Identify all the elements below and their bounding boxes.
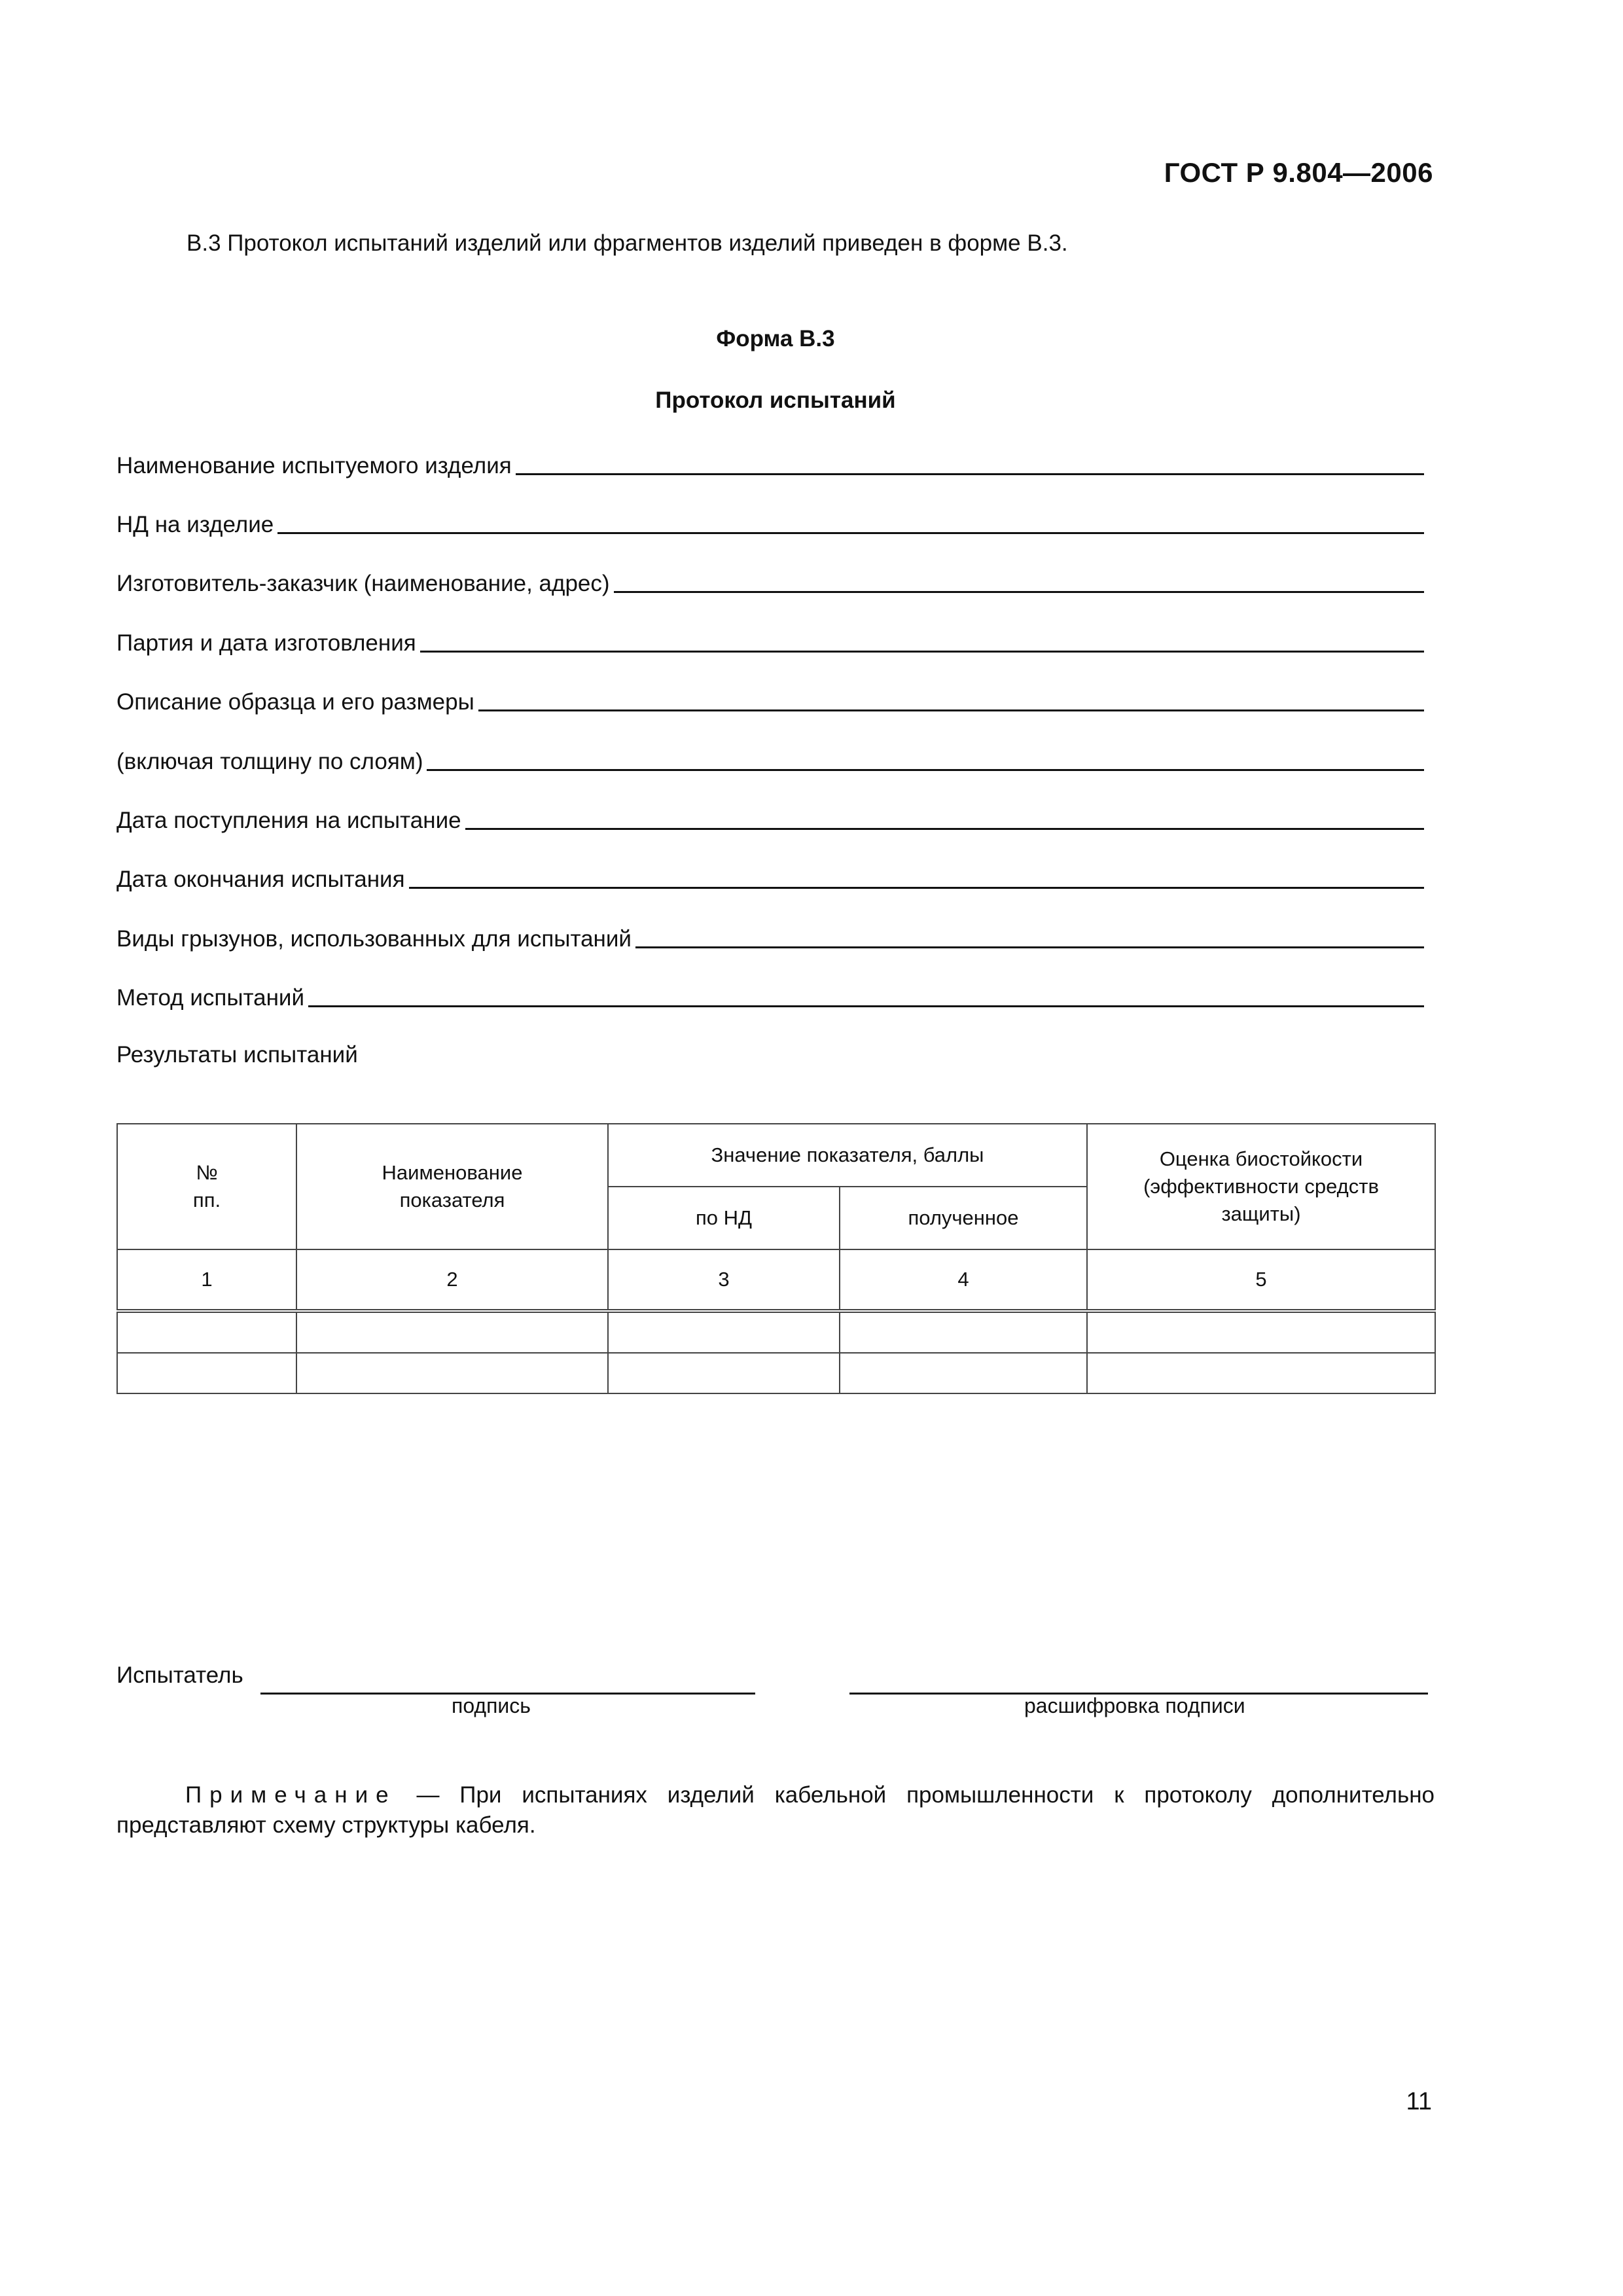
fill-line xyxy=(277,532,1424,534)
fill-line xyxy=(420,651,1424,653)
table-cell xyxy=(840,1353,1087,1393)
note-paragraph xyxy=(116,1780,1435,1840)
header-num: № пп. xyxy=(117,1124,296,1249)
fill-line xyxy=(614,591,1424,593)
table-cell xyxy=(296,1311,608,1353)
column-number: 2 xyxy=(296,1249,608,1311)
column-number: 3 xyxy=(608,1249,840,1311)
results-label: Результаты испытаний xyxy=(116,1042,358,1067)
form-field xyxy=(116,446,1424,479)
header-name: Наименование показателя xyxy=(296,1124,608,1249)
field-label: Дата окончания испытания xyxy=(116,867,405,892)
table-cell xyxy=(608,1353,840,1393)
table-row xyxy=(117,1311,1435,1353)
form-field xyxy=(116,742,1424,775)
form-field xyxy=(116,683,1424,715)
table-cell xyxy=(117,1311,296,1353)
table-cell xyxy=(1087,1311,1435,1353)
form-field xyxy=(116,978,1424,1011)
note-label: Примечание xyxy=(185,1782,397,1808)
tester-label: Испытатель xyxy=(116,1662,243,1688)
column-number: 5 xyxy=(1087,1249,1435,1311)
fill-line xyxy=(465,828,1424,830)
fill-line xyxy=(478,709,1424,711)
form-field xyxy=(116,860,1424,893)
table-cell xyxy=(608,1311,840,1353)
table-row xyxy=(117,1353,1435,1393)
protocol-title: Протокол испытаний xyxy=(655,387,896,413)
fill-line xyxy=(635,946,1424,948)
header-value-group: Значение показателя, баллы xyxy=(608,1124,1087,1187)
field-label: Виды грызунов, использованных для испытаний xyxy=(116,926,632,952)
field-label: НД на изделие xyxy=(116,512,274,537)
form-field xyxy=(116,564,1424,597)
field-label: Партия и дата изготовления xyxy=(116,630,416,656)
header-obtained: полученное xyxy=(840,1187,1087,1249)
table-cell xyxy=(840,1311,1087,1353)
document-code: ГОСТ Р 9.804—2006 xyxy=(1164,157,1433,188)
form-field xyxy=(116,801,1424,834)
table-cell xyxy=(1087,1353,1435,1393)
form-title: Форма В.3 xyxy=(716,326,835,351)
field-label: (включая толщину по слоям) xyxy=(116,749,423,774)
column-number: 1 xyxy=(117,1249,296,1311)
fill-line xyxy=(409,887,1424,889)
signature-caption: подпись xyxy=(452,1694,531,1717)
form-field xyxy=(116,505,1424,538)
results-table xyxy=(116,1123,1436,1394)
form-field xyxy=(116,920,1424,952)
note-text: — При испытаниях изделий кабельной промышленности к протоколу дополнительно представляют схему структуры кабеля. xyxy=(116,1782,1435,1838)
table-cell xyxy=(296,1353,608,1393)
intro-paragraph: В.3 Протокол испытаний изделий или фрагментов изделий приведен в форме В.3. xyxy=(187,230,1068,256)
field-label: Изготовитель-заказчик (наименование, адрес) xyxy=(116,571,610,596)
header-nd: по НД xyxy=(608,1187,840,1249)
field-label: Описание образца и его размеры xyxy=(116,689,474,715)
field-label: Дата поступления на испытание xyxy=(116,808,461,833)
page-number: 11 xyxy=(1406,2088,1432,2115)
decoding-caption: расшифровка подписи xyxy=(1024,1694,1245,1717)
fill-line xyxy=(427,769,1424,771)
column-number: 4 xyxy=(840,1249,1087,1311)
fill-line xyxy=(308,1005,1424,1007)
form-field xyxy=(116,624,1424,656)
fill-line xyxy=(516,473,1424,475)
table-cell xyxy=(117,1353,296,1393)
field-label: Метод испытаний xyxy=(116,985,305,1011)
field-label: Наименование испытуемого изделия xyxy=(116,453,512,478)
header-assessment: Оценка биостойкости (эффективности средств защиты) xyxy=(1087,1124,1435,1249)
